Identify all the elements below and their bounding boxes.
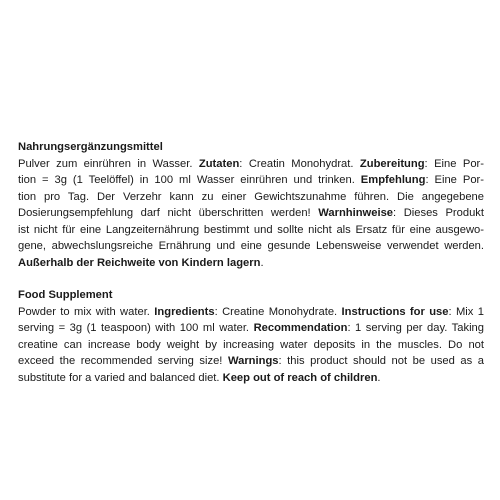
- supplement-label-text: [18, 139, 484, 386]
- text-line: [18, 172, 484, 189]
- text-line: [18, 337, 484, 354]
- bold-text-run: Instructions for use: [341, 305, 449, 318]
- text-run: : this product should not be used as a: [278, 355, 484, 367]
- bold-text-run: Außerhalb der Reichweite von Kindern lagern: [18, 256, 261, 269]
- text-run: Powder to mix with water.: [18, 305, 155, 318]
- text-line: [18, 222, 484, 239]
- bold-text-run: Warnings: [227, 355, 279, 367]
- text-run: : 1 serving per day. Taking: [347, 322, 485, 334]
- text-line: [18, 255, 484, 272]
- bold-text-run: Warnhinweise: [318, 207, 394, 219]
- text-run: tion pro Tag. Der Verzehr kann zu einer Gewichtszunahme führen. Die angegebene: [18, 190, 484, 203]
- text-run: ist nicht für eine Langzeiternährung bestimmt und sollte nicht als Ersatz für eine ausgewo-: [18, 223, 484, 236]
- text-run: : Eine Por-: [424, 157, 485, 170]
- text-run: : Creatine Monohydrate.: [214, 305, 342, 318]
- text-run: serving = 3g (1 teaspoon) with 100 ml water.: [18, 322, 254, 334]
- text-run: .: [377, 371, 381, 384]
- text-line: [18, 320, 484, 337]
- text-run: : Eine Por-: [425, 174, 484, 186]
- text-run: creatine can increase body weight by increasing water deposits in the muscles. Do not: [18, 338, 484, 351]
- text-line: [18, 353, 484, 370]
- text-run: substitute for a varied and balanced diet.: [18, 371, 223, 384]
- heading-german: Nahrungsergänzungsmittel: [18, 141, 163, 153]
- bold-text-run: Ingredients: [154, 305, 215, 318]
- heading-english: Food Supplement: [18, 289, 113, 301]
- bold-text-run: Zubereitung: [359, 157, 425, 170]
- text-line: [18, 238, 484, 255]
- text-run: tion = 3g (1 Teelöffel) in 100 ml Wasser einrühren und trinken.: [18, 174, 361, 186]
- text-line: [18, 189, 484, 206]
- bold-text-run: Empfehlung: [360, 174, 426, 186]
- text-run: Pulver zum einrühren in Wasser.: [18, 157, 199, 170]
- text-run: : Creatin Monohydrat.: [239, 157, 360, 170]
- bold-text-run: Recommendation: [253, 322, 348, 334]
- bold-text-run: Keep out of reach of children: [222, 371, 378, 384]
- text-line: [18, 205, 484, 222]
- text-line: [18, 304, 484, 321]
- section-german: [18, 139, 484, 271]
- body-english: [18, 304, 484, 387]
- text-run: exceed the recommended serving size!: [18, 355, 228, 367]
- text-run: gene, abwechslungsreiche Ernährung und eine gesunde Lebensweise verwendet werden.: [18, 240, 484, 252]
- bold-text-run: Zutaten: [198, 157, 240, 170]
- text-line: [18, 156, 484, 173]
- section-english: [18, 287, 484, 386]
- text-run: : Mix 1: [448, 305, 484, 318]
- text-run: Dosierungsempfehlung darf nicht überschritten werden!: [18, 207, 319, 219]
- text-run: : Dieses Produkt: [393, 207, 485, 219]
- body-german: [18, 156, 484, 272]
- text-run: .: [260, 256, 264, 269]
- text-line: [18, 370, 484, 387]
